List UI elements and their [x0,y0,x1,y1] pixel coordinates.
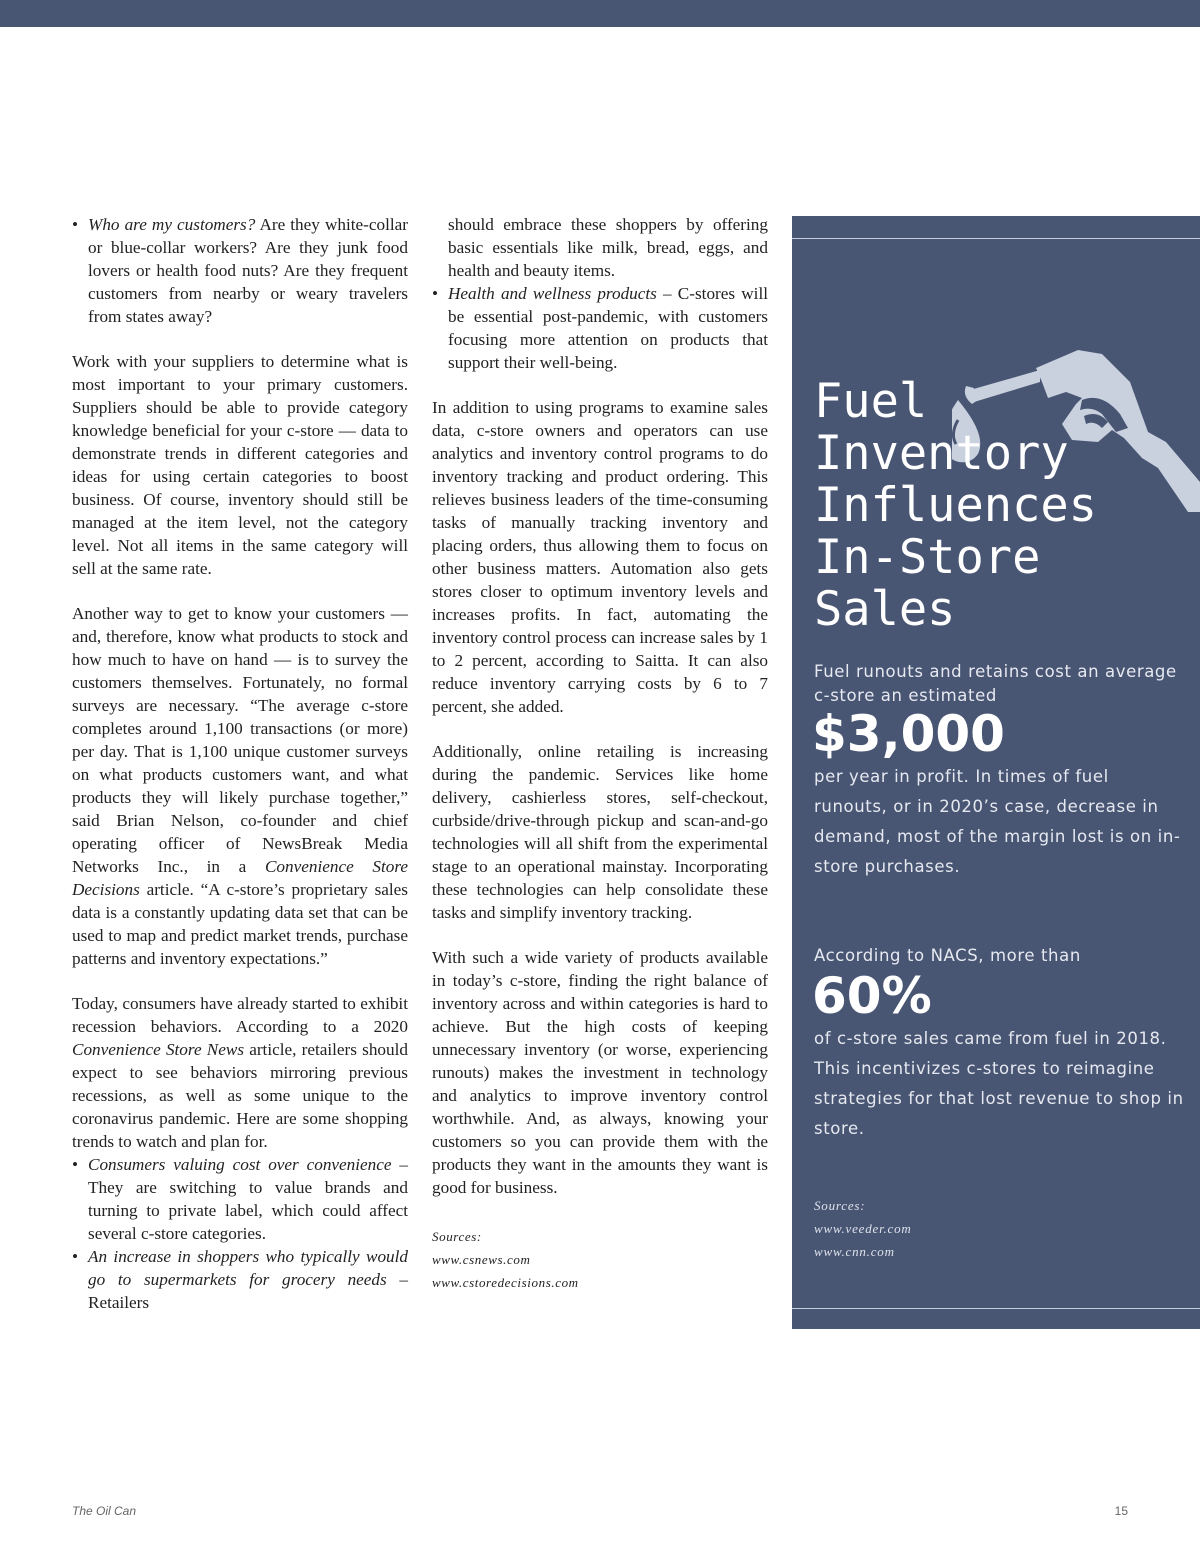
article-sources [432,1225,768,1294]
publication-name: Convenience Store Decisions [72,857,408,899]
customer-questions-list [72,213,408,328]
source-link[interactable]: www.cstoredecisions.com [432,1275,579,1290]
title-line: Inventory [814,426,1069,481]
paragraph-product-variety: With such a wide variety of products available in today’s c-store, finding the right balance of inventory across and within categories is hard to achieve. But the high costs of keeping unnecessary inventory (or worse, experiencing runouts) makes the investment in technology and analytics to improve inventory control worthwhile. And, as always, knowing your customers so you can provide them with the products they want in the amounts they want is good for business. [432,948,768,1197]
paragraph-recession [72,992,408,1153]
article-column-1 [72,213,408,1314]
list-item [72,213,408,328]
publication-name: Convenience Store News [72,1040,245,1059]
stat-percent-description: of c-store sales came from fuel in 2018. This incentivizes c-stores to reimagine strategies for that lost revenue to shop in store. [814,1029,1184,1138]
bullet-text: – Retailers [88,1270,409,1312]
list-item [72,1153,408,1245]
paragraph-analytics: In addition to using programs to examine sales data, c-store owners and operators can use analytics and inventory control programs to do inventory tracking and product ordering. This relieves business leaders of the time-consuming tasks of manually tracking inventory and placing orders, thus allowing them to focus on other business matters. Automation also gets stores closer to optimum inventory levels and increases profits. In fact, automating the inventory control process can increase sales by 1 to 2 percent, according to Saitta. It can also reduce inventory carrying costs by 6 to 7 percent, she added. [432,398,768,716]
article-column-2 [432,213,768,1294]
list-item [72,1245,408,1314]
sidebar-intro: Fuel runouts and retains cost an average c-store an estimated [814,662,1177,705]
paragraph-online-retail: Additionally, online retailing is increasing during the pandemic. Services like home delivery, cashierless stores, self-checkout, curbside/drive-through pickup and scan-and-go technologies will all shift from the experimental stage to an operational mainstay. Incorporating these technologies can help consolidate these tasks and simplify inventory tracking. [432,742,768,922]
title-line: Influences [814,478,1097,533]
bullet-text: Are they white-collar or blue-collar workers? Are they junk food lovers or health food nuts? Are they frequent customers from nearby or weary travelers from states away? [88,215,408,326]
list-item [432,282,768,374]
stat-dollar-description: per year in profit. In times of fuel runouts, or in 2020’s case, decrease in demand, most of the margin lost is on in-store purchases. [814,767,1181,876]
sidebar-bottom-rule [792,1308,1200,1309]
bullet-text: – They are switching to value brands and turning to private label, which could affect several c-store categories. [88,1155,408,1243]
stat-dollar-value: $3,000 [812,705,1005,763]
paragraph-text: Today, consumers have already started to exhibit recession behaviors. According to a 2020 [72,994,408,1036]
sidebar-sources [814,1194,1114,1263]
sources-label: Sources: [432,1229,482,1244]
bullet-lead: Consumers valuing cost over convenience [88,1155,392,1174]
paragraph-text: article. “A c-store’s proprietary sales data is a constantly updating data set that can be used to map and predict market trends, purchase patterns and inventory expectations.” [72,880,408,968]
stat-percent-value: 60% [812,967,932,1025]
publication-name-footer: The Oil Can [72,1504,137,1518]
nacs-intro: According to NACS, more than [814,946,1081,965]
page-number: 15 [1114,1504,1128,1518]
paragraph-text: Another way to get to know your customers — and, therefore, know what products to stock and how much to have on hand — is to survey the customers themselves. Fortunately, no formal surveys are necessary. “The average c-store completes around 1,100 transactions (or more) per day. That is 1,100 unique customer surveys on what products customers want, and what products they will likely purchase together,” said Brian Nelson, co-founder and chief operating officer of NewsBreak Media Networks Inc., in a [72,604,408,876]
title-line: Fuel [814,374,928,429]
title-line: In-Store [814,530,1041,585]
bullet-continuation: should embrace these shoppers by offering basic essentials like milk, bread, eggs, and health and beauty items. [448,215,768,280]
fuel-inventory-sidebar [792,216,1200,1329]
bullet-lead: Health and wellness products [448,284,657,303]
sources-label: Sources: [814,1198,866,1213]
source-link[interactable]: www.cnn.com [814,1244,895,1259]
source-link[interactable]: www.veeder.com [814,1221,912,1236]
sidebar-top-rule [792,238,1200,239]
shopping-trends-list [72,1153,408,1314]
bullet-lead: Who are my customers? [88,215,256,234]
title-line: Sales [814,582,956,637]
paragraph-suppliers: Work with your suppliers to determine what is most important to your primary customers. Suppliers should be able to provide category knowledge beneficial for your c-store — data to demonstrate trends in different categories and ideas for using certain categories to boost business. Of course, inventory should still be managed at the item level, not the category level. Not all items in the same category will sell at the same rate. [72,352,408,578]
paragraph-text: article, retailers should expect to see behaviors mirroring previous recessions, as well as some unique to the coronavirus pandemic. Here are some shopping trends to watch and plan for. [72,1040,408,1151]
bullet-text: – C-stores will be essential post-pandemic, with customers focusing more attention on products that support their well-being. [448,284,769,372]
bullet-lead: An increase in shoppers who typically would go to supermarkets for grocery needs [88,1247,408,1289]
paragraph-survey [72,602,408,970]
shopping-trends-list-continued [432,282,768,374]
sidebar-title [814,376,1144,636]
top-color-bar [0,0,1200,27]
source-link[interactable]: www.csnews.com [432,1252,531,1267]
